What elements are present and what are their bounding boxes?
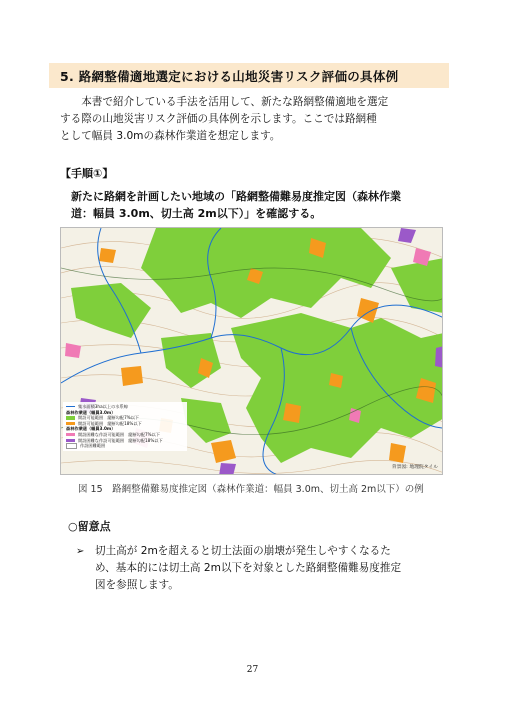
section-title: 5. 路網整備適地選定における山地災害リスク評価の具体例 <box>60 69 399 84</box>
legend-swatch <box>66 433 75 436</box>
legend-swatch <box>66 406 75 407</box>
figure-caption: 図 15 路網整備難易度推定図（森林作業道：幅員 3.0m、切土高 2m以下）の例 <box>78 484 424 495</box>
legend-swatch <box>66 422 75 425</box>
step-heading: 【手順①】 <box>60 167 114 180</box>
legend-swatch <box>66 443 77 448</box>
map-credit: 背景図: 地理院タイル <box>391 465 438 470</box>
notes-bullet-text <box>95 543 445 594</box>
intro-line: 本書で紹介している手法を活用して、新たな路網整備適地を選定 <box>81 96 389 108</box>
step-line: 道：幅員 3.0m、切土高 2m以下）」を確認する。 <box>71 207 322 220</box>
legend-label: 開設可能範囲 縦断勾配18%以下 <box>78 420 142 426</box>
notes-line: 図を参照します。 <box>95 579 179 591</box>
step-line: 新たに路網を計画したい地域の「路網整備難易度推定図（森林作業 <box>71 190 401 203</box>
map-legend <box>63 402 187 451</box>
step-instruction <box>71 188 441 222</box>
intro-line: する際の山地災害リスク評価の具体例を示します。ここでは路網種 <box>60 113 377 125</box>
legend-label: 開設困難な作設可能範囲 縦断勾配7%以下 <box>78 431 161 437</box>
difficulty-map <box>60 227 443 475</box>
legend-swatch <box>66 416 75 419</box>
page-number: 27 <box>246 665 259 675</box>
notes-heading: ○留意点 <box>68 520 111 533</box>
intro-paragraph <box>60 94 440 145</box>
notes-line: 切土高が 2mを超えると切土法面の崩壊が発生しやすくなるた <box>95 545 391 557</box>
legend-label: 作設困難範囲 <box>80 443 106 449</box>
legend-label: 集水面積3ha以上の水系線 <box>78 404 128 409</box>
arrow-bullet-icon: ➢ <box>76 546 85 557</box>
legend-label: 森林作業道（幅員3.0m） <box>66 409 116 415</box>
legend-label: 森林作業道（幅員3.0m） <box>66 426 116 432</box>
intro-line: として幅員 3.0mの森林作業道を想定します。 <box>60 130 281 142</box>
legend-label: 開設困難な作設可能範囲 縦断勾配18%以下 <box>78 437 163 443</box>
legend-row <box>66 443 184 449</box>
legend-swatch <box>66 439 75 442</box>
notes-line: め、基本的には切土高 2m以下を対象とした路網整備難易度推定 <box>95 562 402 574</box>
legend-label: 開設可能範囲 縦断勾配7%以下 <box>78 415 140 421</box>
